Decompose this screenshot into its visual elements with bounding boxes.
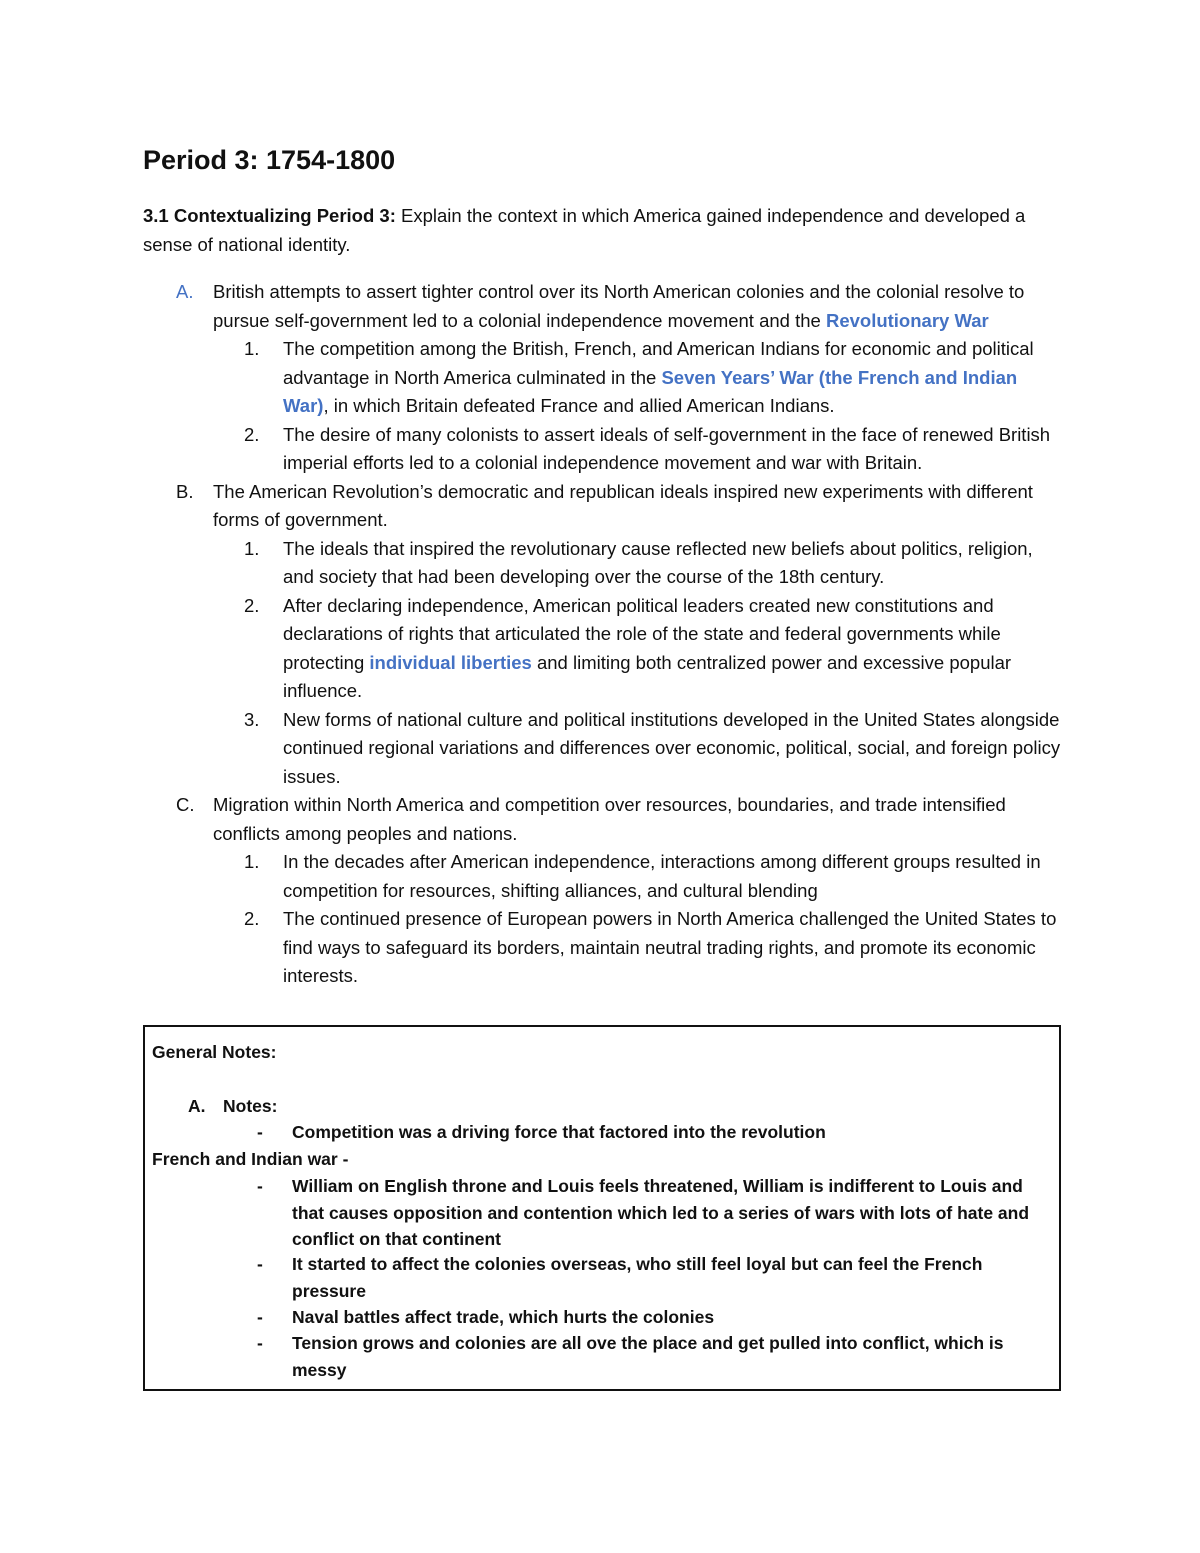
dash-marker: - <box>257 1176 263 1196</box>
item-text: The ideals that inspired the revolutionary cause reflected new beliefs about politics, religion, and society that had been developing over the course of the 18th century. <box>283 537 1033 587</box>
list-marker: 1. <box>244 851 260 872</box>
section-a <box>143 278 1063 335</box>
notes-bullet <box>257 1304 1052 1331</box>
dash-marker: - <box>257 1307 263 1327</box>
section-a-text: British attempts to assert tighter control over its North American colonies and the colonial resolve to pursue self-government led to a colonial independence movement and the <box>213 281 1025 331</box>
section-c <box>143 791 1063 848</box>
intro-paragraph <box>143 202 1063 259</box>
item-text-post: , in which Britain defeated France and allied American Indians. <box>323 395 835 416</box>
list-marker: 1. <box>244 537 260 559</box>
notes-bullet <box>257 1251 1052 1304</box>
section-b-item-2 <box>143 592 1063 706</box>
item-text: The desire of many colonists to assert ideals of self-government in the face of renewed British imperial efforts led to a colonial independence movement and war with Britain. <box>283 423 1051 473</box>
section-b-item-1 <box>143 535 1063 592</box>
notes-title: General Notes: <box>152 1042 277 1062</box>
section-a-item-1 <box>143 335 1063 421</box>
item-text-post: and limiting both centralized power and excessive popular influence. <box>283 651 1012 701</box>
item-text: The competition among the British, French, and American Indians for economic and political advantage in North America culminated in the <box>283 338 1034 388</box>
list-marker: 2. <box>244 423 260 445</box>
page-title: Period 3: 1754-1800 <box>143 145 396 175</box>
section-a-marker: A. <box>176 281 194 302</box>
notes-sub-label: Notes: <box>223 1096 278 1116</box>
bullet-text: It started to affect the colonies overseas, who still feel loyal but can feel the French pressure <box>292 1254 983 1301</box>
list-marker: 2. <box>244 908 260 929</box>
intro-text: Explain the context in which America gained independence and developed a sense of national identity. <box>143 205 1026 255</box>
section-b-item-3 <box>143 706 1063 792</box>
section-b-marker: B. <box>176 480 194 502</box>
bullet-text: Tension grows and colonies are all ove the place and get pulled into conflict, which is messy <box>292 1333 1004 1380</box>
section-c-text: Migration within North America and competition over resources, boundaries, and trade intensified conflicts among peoples and nations. <box>213 794 1006 844</box>
notes-sub-marker: A. <box>188 1096 206 1116</box>
notes-heading: French and Indian war - <box>152 1149 349 1169</box>
general-notes-box <box>143 1025 1061 1391</box>
section-a-item-2 <box>143 421 1063 478</box>
item-text: In the decades after American independence, interactions among different groups resulted in competition for resources, shifting alliances, and cultural blending <box>283 851 1041 901</box>
dash-marker: - <box>257 1333 263 1353</box>
section-a-highlight: Revolutionary War <box>825 309 989 331</box>
list-marker: 1. <box>244 338 260 359</box>
section-c-marker: C. <box>176 794 195 815</box>
section-b <box>143 478 1063 535</box>
bullet-text: Naval battles affect trade, which hurts the colonies <box>292 1307 715 1327</box>
notes-bullet <box>257 1330 1052 1383</box>
bullet-text: Competition was a driving force that factored into the revolution <box>292 1122 826 1142</box>
list-marker: 3. <box>244 708 260 730</box>
item-text: New forms of national culture and political institutions developed in the United States alongside continued regional variations and differences over economic, political, social, and foreign policy issues. <box>283 708 1061 787</box>
bullet-text: William on English throne and Louis feels threatened, William is indifferent to Louis and that causes opposition and contention which led to a series of wars with lots of hate and conflict on that continent <box>292 1176 1030 1249</box>
section-c-item-2 <box>143 905 1063 991</box>
item-highlight: Seven Years’ War (the French and Indian War) <box>283 366 1018 416</box>
item-highlight: individual liberties <box>369 651 532 673</box>
item-text: After declaring independence, American political leaders created new constitutions and declarations of rights that articulated the role of the state and federal governments while protecting <box>283 594 1001 673</box>
notes-bullet <box>257 1119 1052 1146</box>
list-marker: 2. <box>244 594 260 616</box>
intro-label: 3.1 Contextualizing Period 3: <box>143 205 396 226</box>
notes-subheading <box>188 1093 277 1120</box>
dash-marker: - <box>257 1122 263 1142</box>
document-body <box>143 140 1063 991</box>
section-b-text: The American Revolution’s democratic and republican ideals inspired new experiments with different forms of government. <box>213 480 1033 530</box>
item-text: The continued presence of European powers in North America challenged the United States to find ways to safeguard its borders, maintain neutral trading rights, and promote its economic interests. <box>283 908 1057 986</box>
section-c-item-1 <box>143 848 1063 905</box>
dash-marker: - <box>257 1254 263 1274</box>
notes-bullet <box>257 1173 1052 1253</box>
